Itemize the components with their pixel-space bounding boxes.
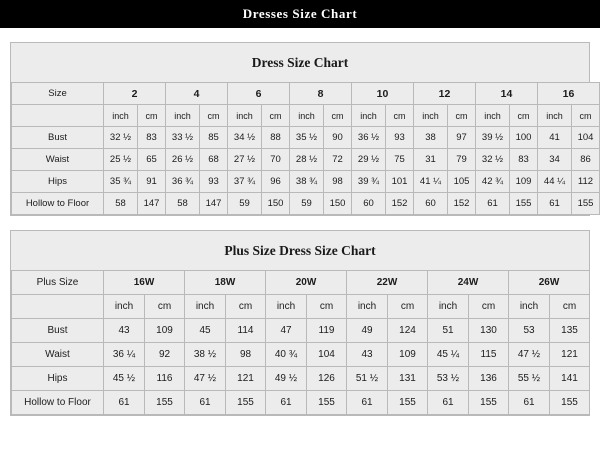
table-cell: 68 xyxy=(200,149,228,171)
table-row xyxy=(12,171,600,193)
table-cell: 47 xyxy=(266,319,307,343)
size-header-cell: 6 xyxy=(228,83,290,105)
table-cell: 88 xyxy=(262,127,290,149)
unit-cell-inch: inch xyxy=(476,105,510,127)
size-header-cell: 8 xyxy=(290,83,352,105)
row-label: Waist xyxy=(12,343,104,367)
table-cell: 121 xyxy=(550,343,590,367)
size-header-cell: 24W xyxy=(428,271,509,295)
table-cell: 51 xyxy=(428,319,469,343)
table-cell: 135 xyxy=(550,319,590,343)
table-cell: 32 ½ xyxy=(476,149,510,171)
unit-cell-inch: inch xyxy=(414,105,448,127)
table-cell: 150 xyxy=(324,193,352,215)
table-cell: 93 xyxy=(200,171,228,193)
table-cell: 39 ¾ xyxy=(352,171,386,193)
table-cell: 131 xyxy=(388,367,428,391)
table-cell: 47 ½ xyxy=(509,343,550,367)
size-header-cell: 20W xyxy=(266,271,347,295)
table-cell: 124 xyxy=(388,319,428,343)
unit-cell-inch: inch xyxy=(104,105,138,127)
table-cell: 61 xyxy=(104,391,145,415)
table-cell: 152 xyxy=(386,193,414,215)
table-cell: 55 ½ xyxy=(509,367,550,391)
table-cell: 119 xyxy=(307,319,347,343)
size-label-cell: Size xyxy=(12,83,104,105)
table-cell: 59 xyxy=(290,193,324,215)
table-cell: 45 ¼ xyxy=(428,343,469,367)
table-cell: 70 xyxy=(262,149,290,171)
size-header-cell: 16W xyxy=(104,271,185,295)
table-cell: 39 ½ xyxy=(476,127,510,149)
size-header-cell: 14 xyxy=(476,83,538,105)
table-cell: 38 ¾ xyxy=(290,171,324,193)
unit-cell-inch: inch xyxy=(428,295,469,319)
unit-row-blank xyxy=(12,105,104,127)
size-header-cell: 2 xyxy=(104,83,166,105)
table-cell: 35 ¾ xyxy=(104,171,138,193)
unit-cell-inch: inch xyxy=(347,295,388,319)
table-cell: 61 xyxy=(266,391,307,415)
table-cell: 32 ½ xyxy=(104,127,138,149)
table-cell: 45 ½ xyxy=(104,367,145,391)
unit-cell-cm: cm xyxy=(550,295,590,319)
table-cell: 105 xyxy=(448,171,476,193)
row-label: Bust xyxy=(12,319,104,343)
table-cell: 136 xyxy=(469,367,509,391)
table-cell: 61 xyxy=(185,391,226,415)
table-cell: 75 xyxy=(386,149,414,171)
table-cell: 109 xyxy=(388,343,428,367)
table-cell: 155 xyxy=(226,391,266,415)
table-cell: 155 xyxy=(572,193,600,215)
table-row xyxy=(12,367,590,391)
table-cell: 83 xyxy=(510,149,538,171)
unit-cell-inch: inch xyxy=(290,105,324,127)
plus-size-chart-title: Plus Size Dress Size Chart xyxy=(224,243,376,258)
table-cell: 130 xyxy=(469,319,509,343)
table-cell: 53 ½ xyxy=(428,367,469,391)
table-cell: 53 xyxy=(509,319,550,343)
unit-cell-inch: inch xyxy=(228,105,262,127)
table-cell: 43 xyxy=(104,319,145,343)
table-cell: 104 xyxy=(572,127,600,149)
size-header-cell: 26W xyxy=(509,271,590,295)
table-cell: 26 ½ xyxy=(166,149,200,171)
table-cell: 33 ½ xyxy=(166,127,200,149)
row-label: Hollow to Floor xyxy=(12,193,104,215)
table-cell: 86 xyxy=(572,149,600,171)
table-cell: 41 ¼ xyxy=(414,171,448,193)
table-cell: 47 ½ xyxy=(185,367,226,391)
plus-size-label-cell: Plus Size xyxy=(12,271,104,295)
size-header-cell: 10 xyxy=(352,83,414,105)
table-cell: 28 ½ xyxy=(290,149,324,171)
table-cell: 92 xyxy=(145,343,185,367)
table-row-size-header xyxy=(12,83,600,105)
unit-cell-cm: cm xyxy=(386,105,414,127)
table-cell: 36 ¾ xyxy=(166,171,200,193)
table-cell: 109 xyxy=(145,319,185,343)
unit-cell-inch: inch xyxy=(266,295,307,319)
unit-cell-cm: cm xyxy=(469,295,509,319)
table-cell: 49 ½ xyxy=(266,367,307,391)
table-cell: 38 ½ xyxy=(185,343,226,367)
unit-cell-cm: cm xyxy=(307,295,347,319)
table-cell: 40 ¾ xyxy=(266,343,307,367)
table-cell: 31 xyxy=(414,149,448,171)
table-cell: 61 xyxy=(347,391,388,415)
table-cell: 150 xyxy=(262,193,290,215)
table-cell: 104 xyxy=(307,343,347,367)
table-cell: 91 xyxy=(138,171,166,193)
table-cell: 27 ½ xyxy=(228,149,262,171)
table-cell: 152 xyxy=(448,193,476,215)
table-cell: 155 xyxy=(145,391,185,415)
row-label: Hips xyxy=(12,171,104,193)
unit-cell-cm: cm xyxy=(448,105,476,127)
table-cell: 45 xyxy=(185,319,226,343)
table-cell: 29 ½ xyxy=(352,149,386,171)
row-label: Waist xyxy=(12,149,104,171)
row-label: Hollow to Floor xyxy=(12,391,104,415)
table-cell: 43 xyxy=(347,343,388,367)
table-cell: 100 xyxy=(510,127,538,149)
table-row-unit-header xyxy=(12,295,590,319)
table-cell: 147 xyxy=(138,193,166,215)
table-cell: 61 xyxy=(538,193,572,215)
table-cell: 25 ½ xyxy=(104,149,138,171)
table-cell: 155 xyxy=(510,193,538,215)
unit-row-blank xyxy=(12,295,104,319)
table-cell: 114 xyxy=(226,319,266,343)
table-cell: 37 ¾ xyxy=(228,171,262,193)
table-row xyxy=(12,193,600,215)
dress-size-chart-title: Dress Size Chart xyxy=(251,55,349,70)
table-cell: 51 ½ xyxy=(347,367,388,391)
table-cell: 42 ¾ xyxy=(476,171,510,193)
table-cell: 126 xyxy=(307,367,347,391)
table-cell: 60 xyxy=(414,193,448,215)
table-cell: 96 xyxy=(262,171,290,193)
unit-cell-cm: cm xyxy=(572,105,600,127)
unit-cell-inch: inch xyxy=(509,295,550,319)
table-cell: 61 xyxy=(476,193,510,215)
page-header xyxy=(0,0,600,28)
table-row xyxy=(12,149,600,171)
table-cell: 115 xyxy=(469,343,509,367)
table-cell: 90 xyxy=(324,127,352,149)
table-cell: 58 xyxy=(166,193,200,215)
unit-cell-cm: cm xyxy=(138,105,166,127)
size-header-cell: 12 xyxy=(414,83,476,105)
unit-cell-cm: cm xyxy=(200,105,228,127)
plus-size-chart-table xyxy=(11,270,590,415)
table-cell: 35 ½ xyxy=(290,127,324,149)
table-cell: 141 xyxy=(550,367,590,391)
unit-cell-inch: inch xyxy=(166,105,200,127)
table-cell: 61 xyxy=(509,391,550,415)
unit-cell-cm: cm xyxy=(262,105,290,127)
table-cell: 112 xyxy=(572,171,600,193)
unit-cell-cm: cm xyxy=(388,295,428,319)
unit-cell-inch: inch xyxy=(104,295,145,319)
size-header-cell: 4 xyxy=(166,83,228,105)
dress-size-chart-table xyxy=(11,82,600,215)
table-cell: 72 xyxy=(324,149,352,171)
table-cell: 36 ¼ xyxy=(104,343,145,367)
unit-cell-cm: cm xyxy=(145,295,185,319)
row-label: Hips xyxy=(12,367,104,391)
table-cell: 34 xyxy=(538,149,572,171)
page-title: Dresses Size Chart xyxy=(242,6,358,21)
table-row-unit-header xyxy=(12,105,600,127)
unit-cell-inch: inch xyxy=(352,105,386,127)
table-row xyxy=(12,127,600,149)
table-cell: 36 ½ xyxy=(352,127,386,149)
row-label: Bust xyxy=(12,127,104,149)
table-row xyxy=(12,319,590,343)
table-row xyxy=(12,343,590,367)
table-cell: 155 xyxy=(307,391,347,415)
table-cell: 121 xyxy=(226,367,266,391)
table-cell: 59 xyxy=(228,193,262,215)
table-cell: 65 xyxy=(138,149,166,171)
table-cell: 93 xyxy=(386,127,414,149)
table-cell: 60 xyxy=(352,193,386,215)
table-cell: 85 xyxy=(200,127,228,149)
size-header-cell: 18W xyxy=(185,271,266,295)
size-header-cell: 22W xyxy=(347,271,428,295)
unit-cell-inch: inch xyxy=(538,105,572,127)
table-cell: 155 xyxy=(388,391,428,415)
table-cell: 44 ¼ xyxy=(538,171,572,193)
table-cell: 98 xyxy=(226,343,266,367)
table-cell: 98 xyxy=(324,171,352,193)
table-cell: 97 xyxy=(448,127,476,149)
unit-cell-inch: inch xyxy=(185,295,226,319)
table-cell: 109 xyxy=(510,171,538,193)
plus-size-chart-block xyxy=(10,230,590,416)
table-cell: 41 xyxy=(538,127,572,149)
content-area xyxy=(0,28,600,416)
table-cell: 147 xyxy=(200,193,228,215)
size-header-cell: 16 xyxy=(538,83,600,105)
dress-size-chart-block xyxy=(10,42,594,216)
table-cell: 58 xyxy=(104,193,138,215)
table-cell: 38 xyxy=(414,127,448,149)
unit-cell-cm: cm xyxy=(226,295,266,319)
table-row xyxy=(12,391,590,415)
table-row-size-header xyxy=(12,271,590,295)
table-cell: 155 xyxy=(469,391,509,415)
table-cell: 116 xyxy=(145,367,185,391)
table-cell: 61 xyxy=(428,391,469,415)
table-cell: 101 xyxy=(386,171,414,193)
unit-cell-cm: cm xyxy=(510,105,538,127)
unit-cell-cm: cm xyxy=(324,105,352,127)
table-cell: 34 ½ xyxy=(228,127,262,149)
table-cell: 79 xyxy=(448,149,476,171)
table-cell: 155 xyxy=(550,391,590,415)
table-cell: 49 xyxy=(347,319,388,343)
table-cell: 83 xyxy=(138,127,166,149)
